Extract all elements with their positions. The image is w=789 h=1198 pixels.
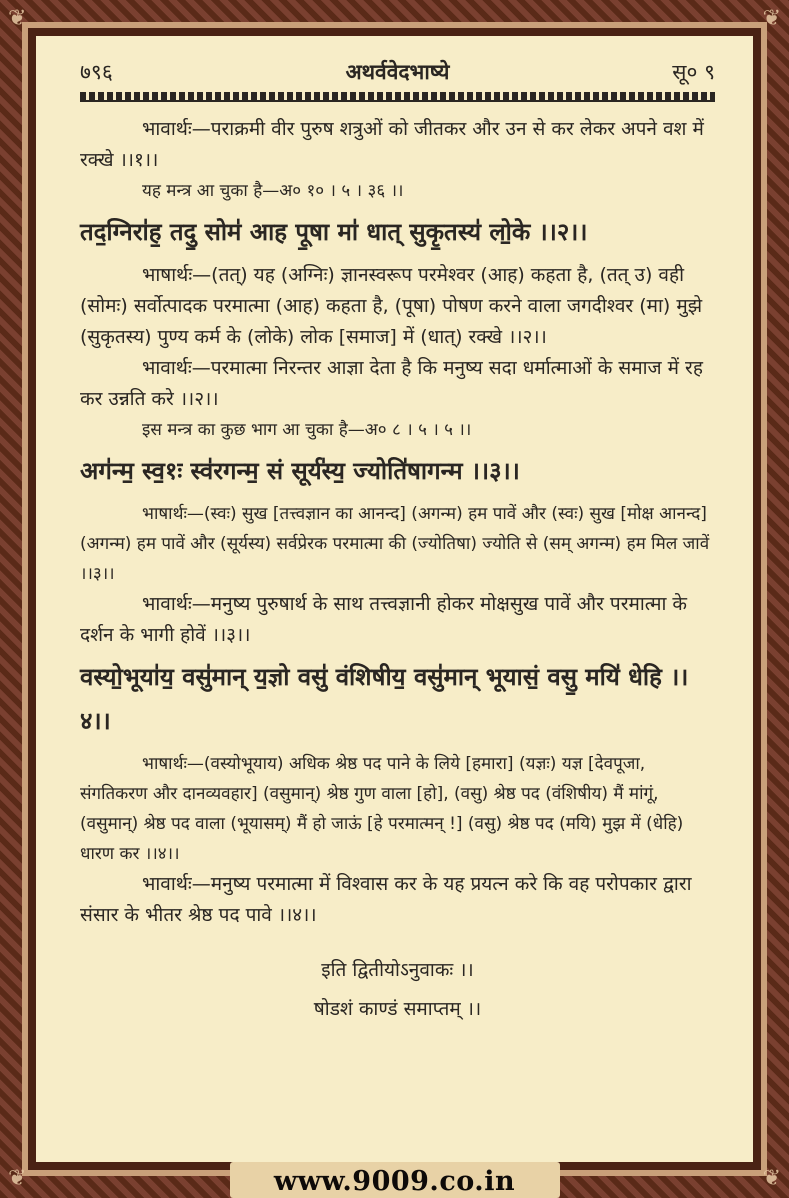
corner-ornament-bottom-left: ❦ [8,1166,27,1191]
mantra-verse [80,210,715,254]
block-text: वस्यो॒भूया॑य॒ वसु॑मान् य॒ज्ञो वसु॑ वंशिषीय॒ वसु॑मान् भूयासं॒ वसु॒ मयि॑ धेहि ।।४।। [80,662,689,735]
commentary-paragraph [80,499,715,589]
block-text: अग॑न्म॒ स्व॒१ः स्व॑रगन्म॒ सं सूर्य॑स्य॒ ज्योति॑षागन्म ।।३।। [80,456,520,485]
website-link[interactable]: www.9009.co.in [273,1166,516,1197]
block-text: इस मन्त्र का कुछ भाग आ चुका है—अ० ८ । ५ । ५ ।। [142,420,472,440]
mantra-verse [80,449,715,493]
block-text: भावार्थः—मनुष्य पुरुषार्थ के साथ तत्त्वज्ञानी होकर मोक्षसुख पावें और परमात्मा के दर्शन के भागी होवें ।।३।। [80,593,688,646]
commentary-paragraph [80,260,715,353]
block-text: तद॒ग्निरा॑ह॒ तदु॒ सोम॑ आह पू॒षा मा॑ धात् सुकृ॒तस्य॑ लो॒के ।।२।। [80,217,588,246]
corner-ornament-bottom-right: ❦ [762,1166,781,1191]
corner-ornament-top-right: ❦ [762,6,781,31]
block-text: भावार्थः—परमात्मा निरन्तर आज्ञा देता है कि मनुष्य सदा धर्मात्माओं के समाज में रह कर उन्नति करे ।।२।। [80,357,703,410]
reference-note [80,415,715,445]
block-text: भावार्थः—मनुष्य परमात्मा में विश्वास कर के यह प्रयत्न करे कि वह परोपकार द्वारा संसार के भीतर श्रेष्ठ पद पावे ।।४।। [80,873,692,926]
corner-ornament-top-left: ❦ [8,6,27,31]
block-text: भाषार्थः—(तत्) यह (अग्निः) ज्ञानस्वरूप परमेश्वर (आह) कहता है, (तत् उ) वही (सोमः) सर्वोत्पादक परमात्मा (आह) कहता है, (पूषा) पोषण करने वाला जगदीश्वर (मा) मुझे (सुकृतस्य) पुण्य कर्म के (लोके) लोक [समाज] में (धात्) रक्खे ।।२।। [80,264,703,348]
header-divider [80,92,715,102]
page-content [80,114,715,931]
commentary-paragraph [80,353,715,415]
page-header [80,54,715,88]
kanda-end: षोडशं काण्डं समाप्तम् ।। [313,998,482,1020]
reference-note [80,176,715,206]
commentary-paragraph [80,114,715,176]
book-page [36,36,753,1162]
commentary-paragraph [80,749,715,869]
book-title: अथर्ववेदभाष्ये [345,60,450,84]
page-number: ७९६ [80,60,113,84]
anuvaka-end: इति द्वितीयोऽनुवाकः ।। [321,959,474,981]
commentary-paragraph [80,589,715,651]
commentary-paragraph [80,869,715,931]
block-text: भाषार्थः—(वस्योभूयाय) अधिक श्रेष्ठ पद पाने के लिये [हमारा] (यज्ञः) यज्ञ [देवपूजा, संगतिकरण और दानव्यवहार] (वसुमान्) श्रेष्ठ गुण वाला [हो], (वसु) श्रेष्ठ पद (वंशिषीय) मैं मांगूं, (वसुमान्) श्रेष्ठ पद वाला (भूयासम्) मैं हो जाऊं [हे परमात्मन् !] (वसु) श्रेष्ठ पद (मयि) मुझ में (धेहि) धारण कर ।।४।। [80,754,684,864]
section-number: सू० ९ [672,60,715,84]
block-text: भाषार्थः—(स्वः) सुख [तत्त्वज्ञान का आनन्द] (अगन्म) हम पावें और (स्वः) सुख [मोक्ष आनन्द] (अगन्म) हम पावें और (सूर्यस्य) सर्वप्रेरक परमात्मा की (ज्योतिषा) ज्योति से (सम् अगन्म) हम मिल जावें ।।३।। [80,504,710,584]
block-text: यह मन्त्र आ चुका है—अ० १० । ५ । ३६ ।। [142,181,404,201]
block-text: भावार्थः—पराक्रमी वीर पुरुष शत्रुओं को जीतकर और उन से कर लेकर अपने वश में रक्खे ।।१।। [80,118,704,171]
mantra-verse [80,655,715,743]
